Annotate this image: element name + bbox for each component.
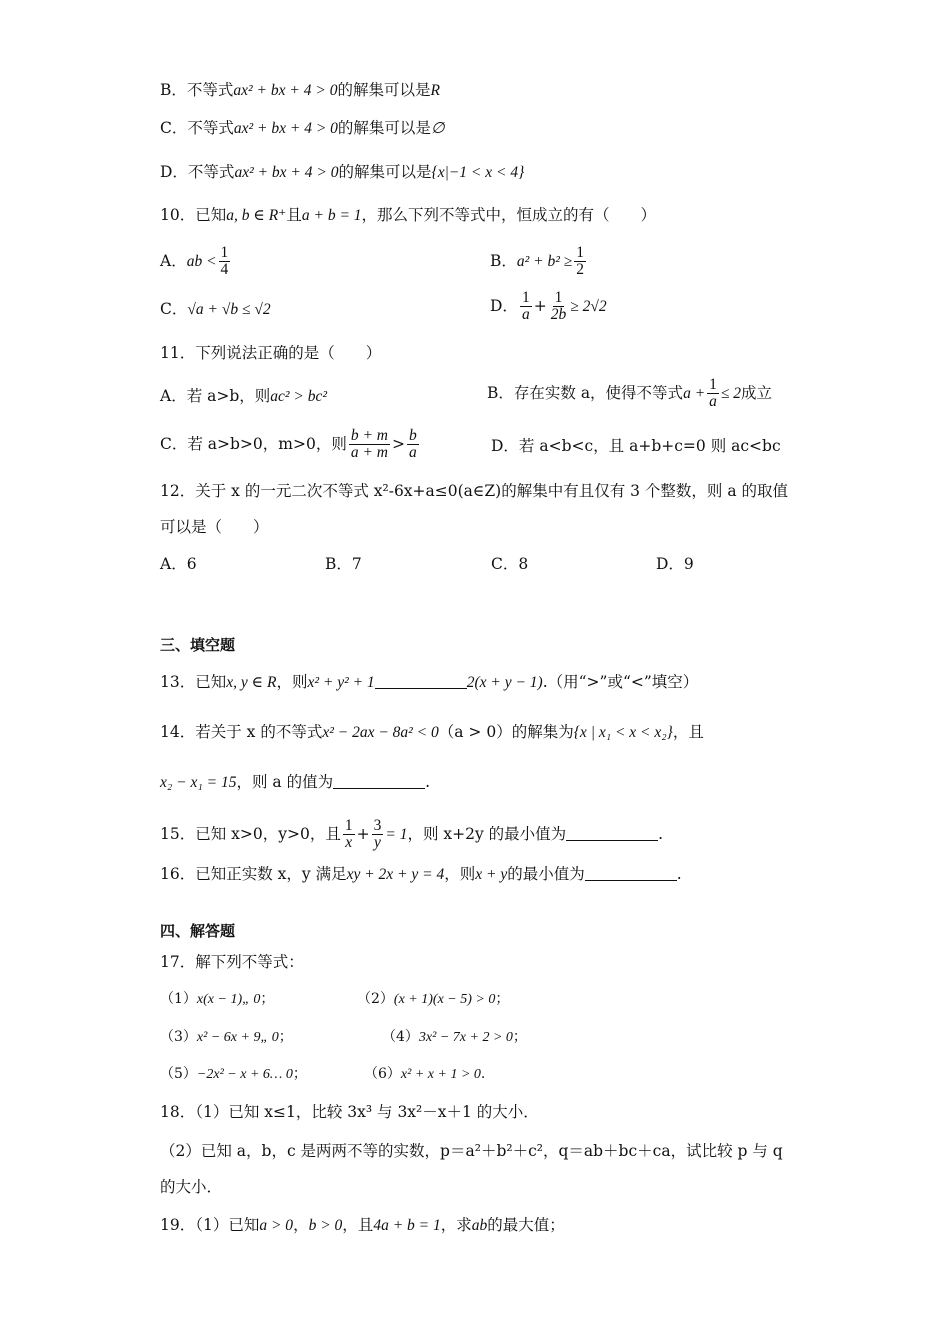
q9-c-tail: 的解集可以是 — [337, 119, 431, 137]
q11-option-b — [487, 377, 772, 411]
q10-a-expr: ab < — [186, 252, 217, 270]
q17-p5-expr: −2x² − x + 6… 0 — [196, 1067, 293, 1082]
q11-b-expr-post: ≤ 2 — [720, 384, 742, 402]
q19 — [160, 1213, 565, 1238]
q15 — [160, 818, 663, 852]
q9-option-c — [160, 116, 444, 141]
q13-answer-blank[interactable] — [375, 672, 467, 689]
q15-den2: y — [374, 834, 381, 852]
q13-rhs: 2(x + y − 1) — [466, 674, 543, 691]
q17-p3-expr: x² − 6x + 9„ 0 — [196, 1030, 279, 1045]
q15-den1: x — [345, 834, 353, 852]
q15-num1: 1 — [344, 817, 353, 834]
q14-end: . — [425, 773, 431, 791]
q9-c-label: C．不等式 — [160, 119, 234, 137]
q17-p6-end: . — [480, 1066, 486, 1082]
q15-end: . — [658, 824, 664, 843]
q10-a-fraction — [219, 245, 231, 279]
q10-cond: a, b ∈ R⁺ — [226, 207, 287, 224]
q19-sep2: ，且 — [342, 1216, 374, 1234]
q19-sep1: ， — [293, 1216, 309, 1234]
q15-eq: = 1 — [385, 825, 408, 843]
q17-p2-label: （2） — [357, 991, 394, 1007]
q10-d-plus: + — [533, 296, 547, 315]
q11-c-gt: > — [392, 434, 405, 453]
q16-end: . — [676, 865, 682, 883]
q11-c-den2: a — [409, 444, 417, 462]
q17-p4-expr: 3x² − 7x + 2 > 0 — [418, 1030, 513, 1045]
q10-option-b — [490, 245, 588, 279]
q14-line2-expr: x₂ − x₁ = 15 — [160, 774, 237, 791]
q13-expr: x² + y² + 1 — [307, 674, 375, 691]
q9-d-expr: ax² + bx + 4 > 0 — [234, 164, 339, 181]
q17-p6-expr: x² + x + 1 > 0 — [400, 1067, 481, 1082]
q11-stem: 11．下列说法正确的是（ ） — [160, 344, 382, 362]
q14-expr: x² − 2ax − 8a² < 0 — [322, 724, 439, 741]
q17-part1 — [160, 987, 274, 1012]
q17-p3-label: （3） — [160, 1029, 197, 1045]
q17-p4-label: （4） — [382, 1029, 419, 1045]
q19-pre: 19．（1）已知 — [160, 1216, 260, 1234]
section3-title: 三、填空题 — [160, 636, 236, 654]
q9-d-tail: 的解集可以是 — [338, 163, 432, 181]
q10-d-num1: 1 — [521, 289, 530, 306]
q17-stem: 17．解下列不等式： — [160, 953, 304, 971]
q11-c-fraction2 — [407, 428, 419, 462]
q10-b-label: B． — [490, 251, 517, 270]
q14-mid: 的解集为 — [511, 723, 574, 741]
q15-fraction1 — [343, 818, 355, 852]
q10-option-d — [490, 290, 607, 324]
q13-tail: .（用“>”或“<”填空） — [542, 673, 699, 691]
q17-p5-end: ； — [292, 1066, 307, 1082]
q14-pre: 14．若关于 x 的不等式 — [160, 723, 323, 741]
q15-plus: + — [356, 824, 370, 843]
q15-mid: ，则 x+2y 的最小值为 — [407, 824, 567, 843]
q11-option-a — [160, 384, 327, 409]
q10-cond2: a + b = 1 — [301, 207, 362, 224]
q11-c-fraction1 — [349, 428, 390, 462]
q16-answer-blank[interactable] — [585, 864, 677, 881]
q10-option-a — [160, 245, 232, 279]
q18-line1: 18．（1）已知 x≤1，比较 3x³ 与 3x²－x＋1 的大小． — [160, 1103, 539, 1121]
q14-set: {x | x₁ < x < x₂} — [573, 724, 673, 741]
q16-expr: xy + 2x + y = 4 — [346, 866, 445, 883]
q10-d-den1: a — [521, 306, 530, 324]
q17-p1-label: （1） — [160, 991, 197, 1007]
section4-title: 四、解答题 — [160, 922, 236, 940]
q17-p6-label: （6） — [364, 1066, 401, 1082]
q13-pre: 13．已知 — [160, 673, 227, 691]
q19-c2: b > 0 — [308, 1217, 343, 1234]
q12-option-b: B．7 — [325, 555, 362, 573]
q17-p3-end: ； — [278, 1029, 293, 1045]
q10-option-c — [160, 297, 271, 322]
q13-mid: ，则 — [276, 673, 308, 691]
q10-stem-mid: 且 — [286, 206, 302, 224]
q16-pre: 16．已知正实数 x，y 满足 — [160, 865, 347, 883]
q11-b-num: 1 — [709, 376, 717, 393]
q10-stem-tail: ，那么下列不等式中，恒成立的有（ ） — [361, 206, 657, 224]
q18-line2: （2）已知 a，b，c 是两两不等的实数，p＝a²＋b²＋c²，q＝ab＋bc＋ca，试比较 p 与 q — [160, 1142, 783, 1160]
q19-end: 的最大值； — [487, 1216, 565, 1234]
q11-c-num2: b — [409, 427, 417, 444]
q12-option-a: A．6 — [160, 555, 197, 573]
q9-c-set: ∅ — [430, 120, 445, 137]
q16-tail: 的最小值为 — [507, 865, 585, 883]
q11-b-den: a — [709, 393, 717, 411]
q17-part5 — [160, 1062, 307, 1087]
q9-b-label: B．不等式 — [160, 81, 234, 99]
q10-a-num: 1 — [220, 244, 229, 261]
q10-b-expr: a² + b² ≥ — [516, 252, 573, 270]
q10-b-num: 1 — [576, 244, 585, 261]
q10-stem — [160, 203, 656, 228]
q17-p2-expr: (x + 1)(x − 5) > 0 — [393, 992, 496, 1007]
q12-line2: 可以是（ ） — [160, 518, 269, 536]
q10-b-den: 2 — [576, 261, 585, 279]
q10-d-fraction2 — [549, 290, 569, 324]
q10-d-fraction1 — [520, 290, 532, 324]
q19-c4: ab — [471, 1217, 488, 1234]
q9-b-set: R — [430, 82, 440, 99]
q17-part6 — [364, 1062, 485, 1087]
q10-a-label: A． — [160, 251, 187, 270]
q9-d-set: {x|−1 < x < 4} — [431, 164, 525, 181]
q17-p1-end: ； — [260, 991, 275, 1007]
q16 — [160, 862, 682, 887]
q10-b-fraction — [574, 245, 586, 279]
q9-option-d — [160, 160, 524, 185]
q15-pre: 15．已知 x>0，y>0，且 — [160, 824, 341, 843]
q9-c-expr: ax² + bx + 4 > 0 — [233, 120, 338, 137]
q15-num2: 3 — [373, 817, 382, 834]
q10-d-den2: 2b — [550, 306, 567, 324]
q14-answer-blank[interactable] — [333, 772, 425, 789]
q13-cond: x, y ∈ R — [226, 674, 277, 691]
q11-c-den1: a + m — [350, 444, 388, 462]
q10-d-num2: 1 — [554, 289, 563, 306]
q11-b-expr-pre: a + — [683, 384, 706, 402]
q10-d-rhs: ≥ 2√2 — [570, 297, 607, 315]
q18-line3: 的大小． — [160, 1178, 223, 1196]
q13 — [160, 670, 698, 695]
q17-part2 — [357, 987, 509, 1012]
q17-p1-expr: x(x − 1)„ 0 — [196, 992, 261, 1007]
q10-stem-pre: 10．已知 — [160, 206, 227, 224]
q15-answer-blank[interactable] — [566, 824, 658, 841]
q12-option-d: D．9 — [656, 555, 694, 573]
q12-line1: 12．关于 x 的一元二次不等式 x²-6x+a≤0(a∈Z)的解集中有且仅有 3 个整数，则 a 的取值 — [160, 482, 789, 500]
q11-c-text: C．若 a>b>0，m>0，则 — [160, 434, 347, 453]
q11-b-tail: 成立 — [741, 383, 773, 402]
q14-line1 — [160, 720, 704, 745]
q11-c-num1: b + m — [350, 427, 388, 444]
q11-option-d: D．若 a<b<c，且 a+b+c=0 则 ac<bc — [491, 437, 781, 455]
q11-option-c — [160, 428, 421, 462]
q9-b-tail: 的解集可以是 — [337, 81, 431, 99]
q14-tail: ，且 — [672, 723, 704, 741]
q10-c-expr: √a + √b ≤ √2 — [187, 301, 271, 318]
q16-expr2: x + y — [475, 866, 508, 883]
q17-p4-end: ； — [512, 1029, 527, 1045]
q9-d-label: D．不等式 — [160, 163, 235, 181]
q17-part3 — [160, 1025, 293, 1050]
q19-tail: ，求 — [440, 1216, 472, 1234]
q10-d-label: D． — [490, 296, 518, 315]
q11-a-expr: ac² > bc² — [270, 388, 328, 405]
q14-line2-tail: ，则 a 的值为 — [236, 773, 334, 791]
q17-p5-label: （5） — [160, 1066, 197, 1082]
q10-a-den: 4 — [220, 261, 229, 279]
q19-c3: 4a + b = 1 — [373, 1217, 441, 1234]
q17-part4 — [382, 1025, 527, 1050]
q15-fraction2 — [372, 818, 384, 852]
q9-b-expr: ax² + bx + 4 > 0 — [233, 82, 338, 99]
q11-b-fraction — [707, 377, 719, 411]
q11-a-text: A．若 a>b，则 — [160, 387, 271, 405]
q10-c-label: C． — [160, 300, 188, 318]
q16-mid: ，则 — [444, 865, 476, 883]
q12-option-c: C．8 — [491, 555, 529, 573]
q14-cond: （a > 0） — [438, 723, 512, 741]
q19-c1: a > 0 — [259, 1217, 294, 1234]
q14-line2 — [160, 770, 430, 795]
q11-b-text: B．存在实数 a，使得不等式 — [487, 383, 684, 402]
q9-option-b — [160, 78, 440, 103]
q17-p2-end: ； — [495, 991, 510, 1007]
